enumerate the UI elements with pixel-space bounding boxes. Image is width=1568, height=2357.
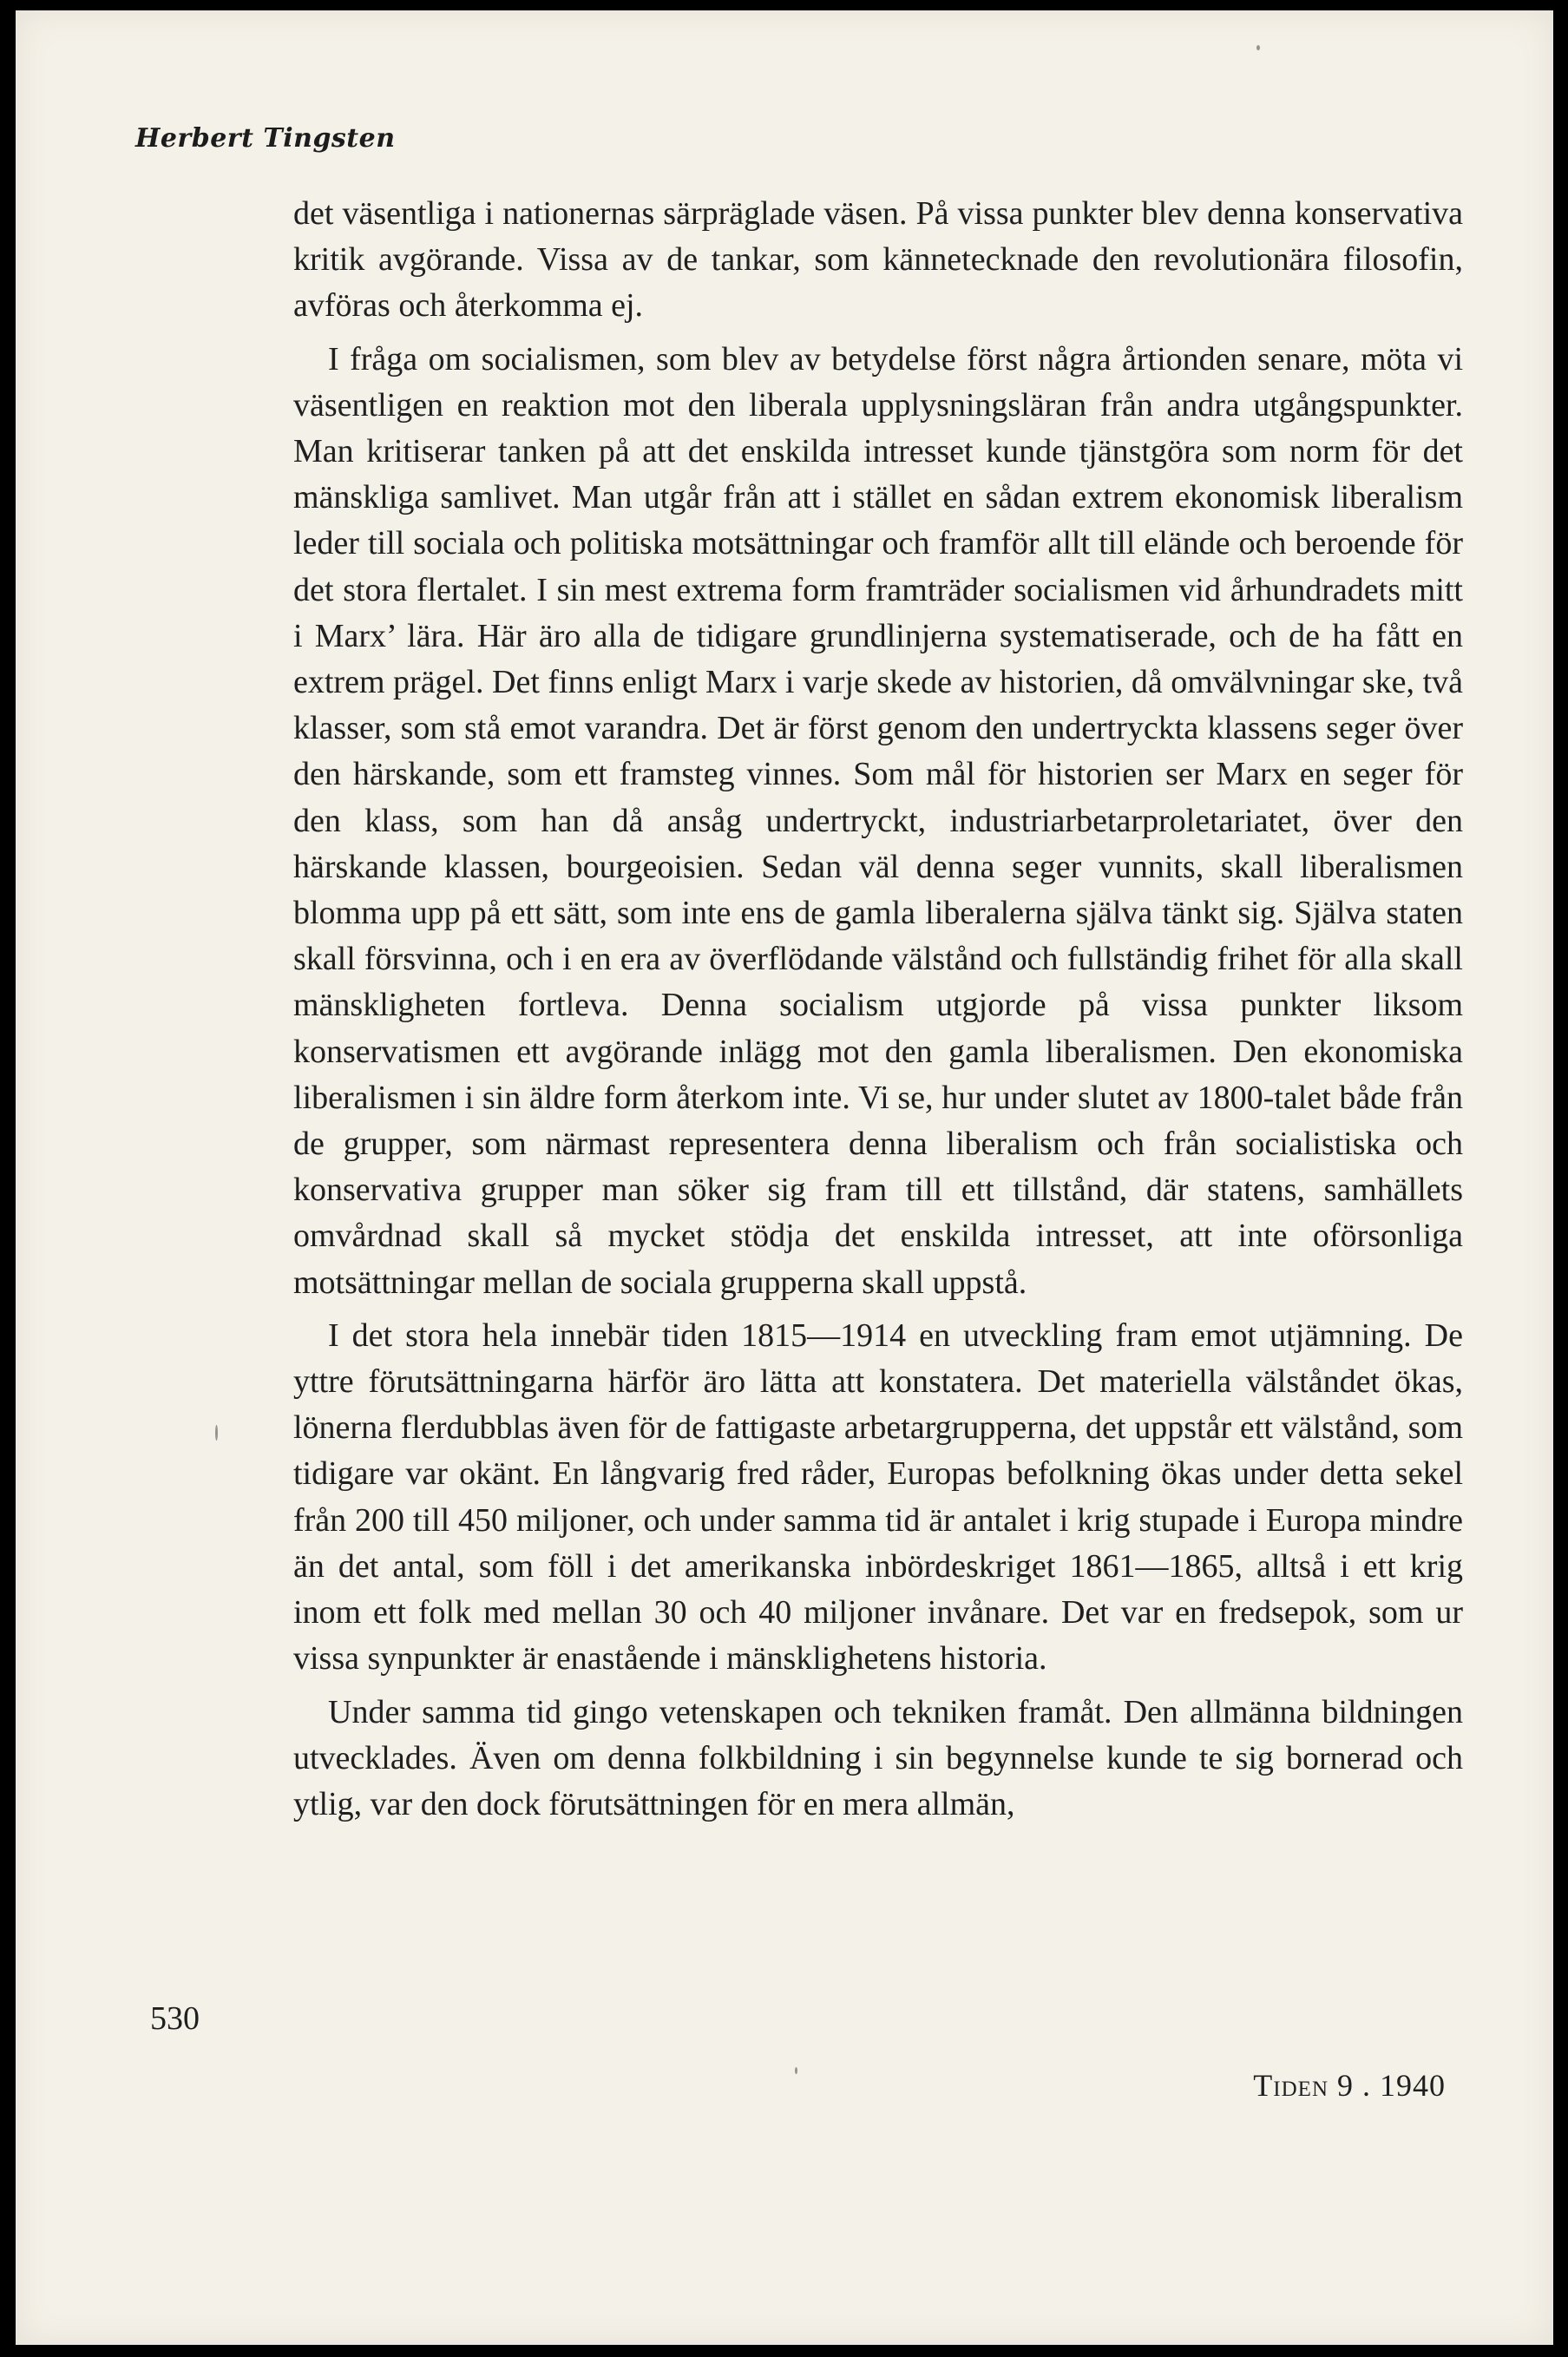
paragraph-4: Under samma tid gingo vetenskapen och tekniken framåt. Den allmänna bildningen utvecklades. Även om denna folkbildning i sin begynnelse kunde te sig bornerad och ytlig, var den dock förutsättningen för en mera allmän, (293, 1693, 1463, 1822)
paragraph-1: det väsentliga i nationernas särpräglade väsen. På vissa punkter blev denna konservativa kritik avgörande. Vissa av de tankar, som kännetecknade den revolutionära filosofin, avföras och återkomma ej. (293, 195, 1463, 325)
article-body (293, 191, 1463, 1828)
page-number: 530 (150, 2000, 200, 2037)
scan-speck (795, 2067, 797, 2074)
issue-footer: Tiden 9 . 1940 (1253, 2068, 1446, 2103)
paragraph-2: I fråga om socialismen, som blev av betydelse först några årtionden senare, möta vi väsentligen en reaktion mot den liberala upplysningsläran från andra utgångspunkter. Man kritiserar tanken på att det enskilda intresset kunde tjänstgöra som norm för det mänskliga samlivet. Man utgår från att i stället en sådan extrem ekonomisk liberalism leder till sociala och politiska motsättningar och framför allt till elände och beroende för det stora flertalet. I sin mest extrema form framträder socialismen vid århundradets mitt i Marx’ lära. Här äro alla de tidigare grundlinjerna systematiserade, och de ha fått en extrem prägel. Det finns enligt Marx i varje skede av historien, då omvälvningar ske, två klasser, som stå emot varandra. Det är först genom den undertryckta klassens seger över den härskande, som ett framsteg vinnes. Som mål för historien ser Marx en seger för den klass, som han då ansåg undertryckt, industriarbetarproletariatet, över den härskande klassen, bourgeoisien. Sedan väl denna seger vunnits, skall liberalismen blomma upp på ett sätt, som inte ens de gamla liberalerna själva tänkt sig. Själva staten skall försvinna, och i en era av överflödande välstånd och fullständig frihet för alla skall mänskligheten fortleva. Denna socialism utgjorde på vissa punkter liksom konservatismen ett avgörande inlägg mot den gamla liberalismen. Den ekonomiska liberalismen i sin äldre form återkom inte. Vi se, hur under slutet av 1800-talet både från de grupper, som närmast representera denna liberalism och från socialistiska och konservativa grupper man söker sig fram till ett tillstånd, där statens, samhällets omvårdnad skall så mycket stödja det enskilda intresset, att inte oförsonliga motsättningar mellan de sociala grupperna skall uppstå. (293, 340, 1463, 1301)
scan-speck (215, 1425, 218, 1441)
scan-speck (1256, 45, 1260, 50)
paragraph-3: I det stora hela innebär tiden 1815—1914 en utveckling fram emot utjämning. De yttre förutsättningarna härför äro lätta att konstatera. Det materiella välståndet ökas, lönerna flerdubblas även för de fattigaste arbetargrupperna, det uppstår ett välstånd, som tidigare var okänt. En långvarig fred råder, Europas befolkning ökas under detta sekel från 200 till 450 miljoner, och under samma tid är antalet i krig stupade i Europa mindre än det antal, som föll i det amerikanska inbördeskriget 1861—1865, alltså i ett krig inom ett folk med mellan 30 och 40 miljoner invånare. Det var en fredsepok, som ur vissa synpunkter är enastående i mänsklighetens historia. (293, 1316, 1463, 1677)
page (16, 10, 1553, 2345)
running-head: Herbert Tingsten (135, 123, 396, 154)
